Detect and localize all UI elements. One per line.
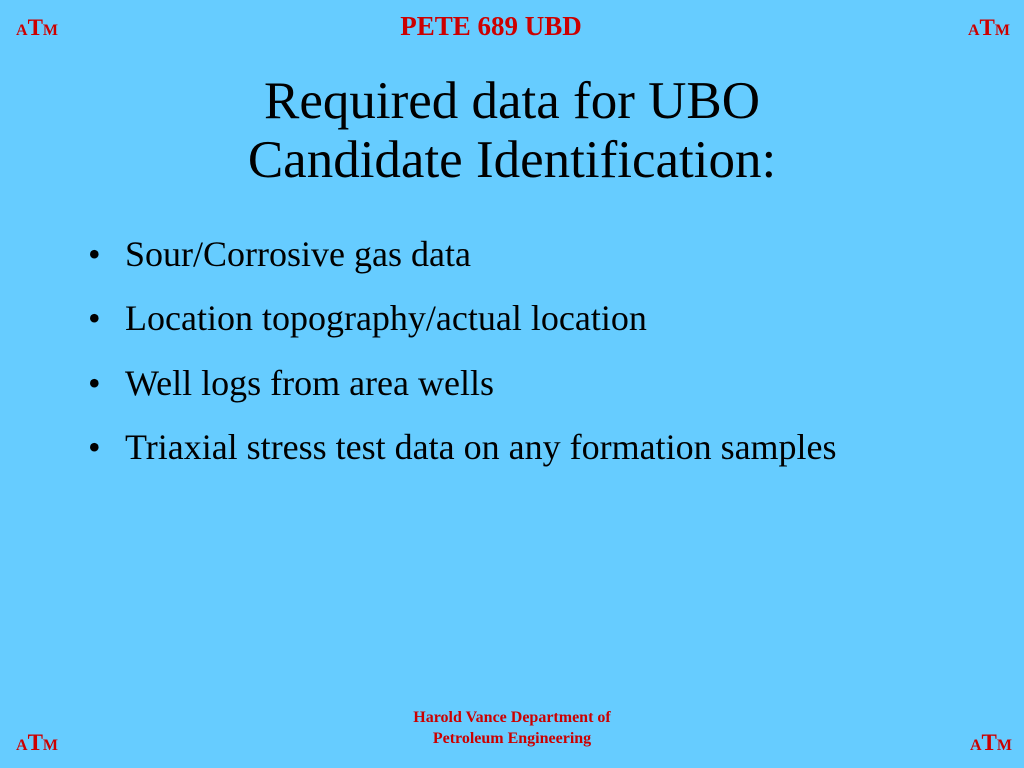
slide-title xyxy=(0,72,1024,191)
bullet-icon: • xyxy=(88,362,101,403)
logo-letter-t: T xyxy=(979,15,995,40)
course-title: PETE 689 UBD xyxy=(400,11,582,41)
logo-letter-m: M xyxy=(42,22,59,39)
logo-letter-t: T xyxy=(27,730,43,755)
bullet-icon: • xyxy=(88,426,101,467)
logo-letter-a: A xyxy=(967,22,980,39)
footer-department xyxy=(0,708,1024,750)
logo-letter-a: A xyxy=(969,737,982,754)
bullet-icon: • xyxy=(88,234,101,274)
bullet-icon: • xyxy=(88,298,101,339)
bullet-item xyxy=(88,298,948,338)
logo-letter-a: A xyxy=(16,737,28,754)
bullet-item xyxy=(88,234,948,274)
bullet-list xyxy=(88,234,948,491)
slide-title-line-1: Required data for UBO xyxy=(264,72,760,130)
bullet-text: Sour/Corrosive gas data xyxy=(125,234,471,274)
slide-title-line-2: Candidate Identification: xyxy=(247,131,777,190)
logo-letter-t: T xyxy=(981,730,997,755)
logo-letter-m: M xyxy=(42,737,59,754)
footer-line-2: Petroleum Engineering xyxy=(432,729,592,747)
atm-logo-bottom-right xyxy=(970,731,1012,754)
logo-letter-a: A xyxy=(16,22,28,39)
logo-letter-m: M xyxy=(996,737,1012,754)
bullet-text: Triaxial stress test data on any formation samples xyxy=(125,426,837,467)
bullet-text: Well logs from area wells xyxy=(125,362,494,403)
bullet-item xyxy=(88,363,948,403)
logo-letter-m: M xyxy=(994,22,1010,39)
footer-line-1: Harold Vance Department of xyxy=(413,709,611,726)
bullet-item xyxy=(88,427,948,467)
bullet-text: Location topography/actual location xyxy=(125,298,647,339)
logo-letter-t: T xyxy=(27,15,43,40)
atm-logo-top-right xyxy=(968,16,1010,39)
